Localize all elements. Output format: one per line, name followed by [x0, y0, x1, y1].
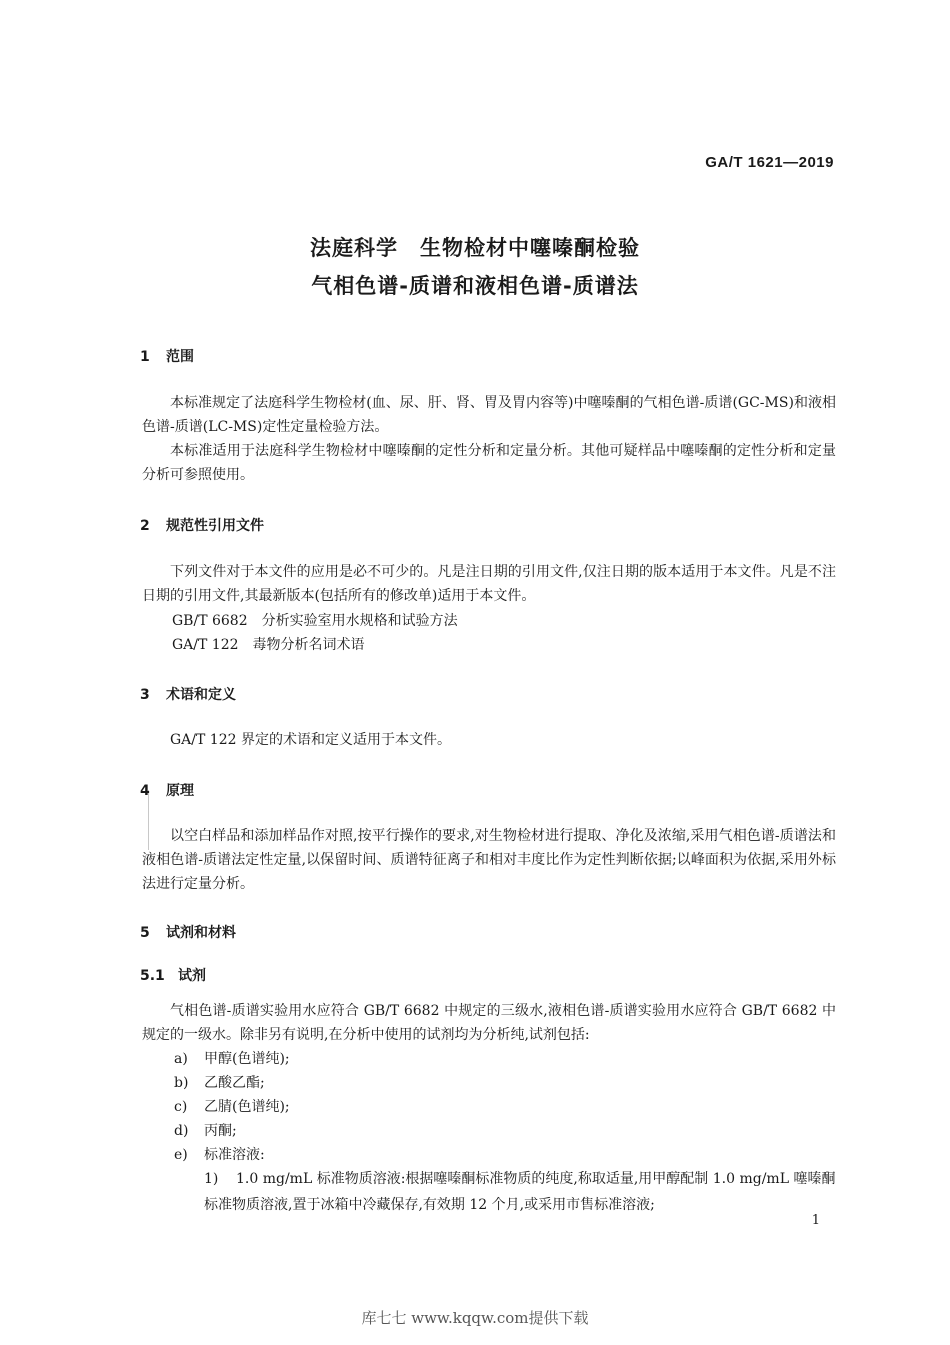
section-4-heading	[140, 780, 194, 800]
section-1-paragraph-2: 本标准适用于法庭科学生物检材中噻嗪酮的定性分析和定量分析。其他可疑样品中噻嗪酮的定性分析和定量分析可参照使用。	[142, 443, 836, 483]
list-item-text: 甲醇(色谱纯);	[204, 1051, 290, 1067]
list-item-label: a)	[174, 1051, 188, 1067]
section-1-heading	[140, 346, 194, 366]
section-5-1-paragraph-1: 气相色谱-质谱实验用水应符合 GB/T 6682 中规定的三级水,液相色谱-质谱实验用水应符合 GB/T 6682 中规定的一级水。除非另有说明,在分析中使用的试剂均为分析纯,试剂包括:	[142, 1003, 836, 1043]
section-2-paragraph-1: 下列文件对于本文件的应用是必不可少的。凡是注日期的引用文件,仅注日期的版本适用于本文件。凡是不注日期的引用文件,其最新版本(包括所有的修改单)适用于本文件。	[142, 564, 836, 604]
standard-code: GA/T 1621—2019	[705, 154, 834, 171]
list-item-label: c)	[174, 1099, 188, 1115]
section-title: 术语和定义	[166, 687, 236, 703]
list-item	[174, 1048, 290, 1068]
section-3-heading	[140, 684, 236, 704]
list-item-label: b)	[174, 1075, 189, 1091]
section-number: 5.1	[140, 968, 165, 984]
list-item	[174, 1120, 237, 1140]
list-item-text: 乙酸乙酯;	[204, 1075, 265, 1091]
section-title: 试剂和材料	[166, 925, 236, 941]
section-2-heading	[140, 515, 264, 535]
reference-code: GA/T 122	[172, 637, 239, 653]
sub-list-item	[204, 1166, 836, 1218]
list-item-label: d)	[174, 1123, 189, 1139]
section-1-paragraph-1: 本标准规定了法庭科学生物检材(血、尿、肝、肾、胃及胃内容等)中噻嗪酮的气相色谱-质谱(GC-MS)和液相色谱-质谱(LC-MS)定性定量检验方法。	[142, 395, 836, 435]
list-item-text: 标准溶液:	[204, 1147, 265, 1163]
sub-list-item-label: 1)	[204, 1171, 219, 1187]
section-5-1-heading	[140, 965, 206, 985]
section-3-paragraph-1: GA/T 122 界定的术语和定义适用于本文件。	[170, 732, 451, 748]
section-5-heading	[140, 922, 236, 942]
section-number: 3	[140, 687, 150, 703]
section-number: 4	[140, 783, 150, 799]
section-title: 规范性引用文件	[166, 518, 264, 534]
list-item-label: e)	[174, 1147, 188, 1163]
section-number: 5	[140, 925, 150, 941]
section-title: 原理	[166, 783, 194, 799]
section-number: 2	[140, 518, 150, 534]
section-number: 1	[140, 349, 150, 365]
reference-code: GB/T 6682	[172, 613, 248, 629]
normative-reference	[172, 634, 365, 654]
list-item	[174, 1072, 265, 1092]
list-item	[174, 1144, 265, 1164]
list-item-text: 乙腈(色谱纯);	[204, 1099, 290, 1115]
sub-list-item-text: 1.0 mg/mL 标准物质溶液:根据噻嗪酮标准物质的纯度,称取适量,用甲醇配制 1.0 mg/mL 噻嗪酮标准物质溶液,置于冰箱中冷藏保存,有效期 12 个月,或采用市售标准溶液;	[204, 1171, 836, 1213]
section-4-paragraph-1: 以空白样品和添加样品作对照,按平行操作的要求,对生物检材进行提取、净化及浓缩,采用气相色谱-质谱法和液相色谱-质谱法定性定量,以保留时间、质谱特征离子和相对丰度比作为定性判断依据;以峰面积为依据,采用外标法进行定量分析。	[142, 828, 836, 892]
normative-reference	[172, 610, 458, 630]
page-number: 1	[811, 1213, 820, 1228]
document-title-line1: 法庭科学 生物检材中噻嗪酮检验	[310, 236, 640, 260]
download-watermark: 库七七 www.kqqw.com提供下载	[361, 1309, 589, 1327]
section-title: 试剂	[178, 968, 206, 984]
reference-title: 分析实验室用水规格和试验方法	[261, 613, 458, 629]
list-item	[174, 1096, 290, 1116]
section-title: 范围	[166, 349, 194, 365]
document-title-line2: 气相色谱-质谱和液相色谱-质谱法	[311, 274, 639, 298]
reference-title: 毒物分析名词术语	[252, 637, 365, 653]
list-item-text: 丙酮;	[204, 1123, 237, 1139]
